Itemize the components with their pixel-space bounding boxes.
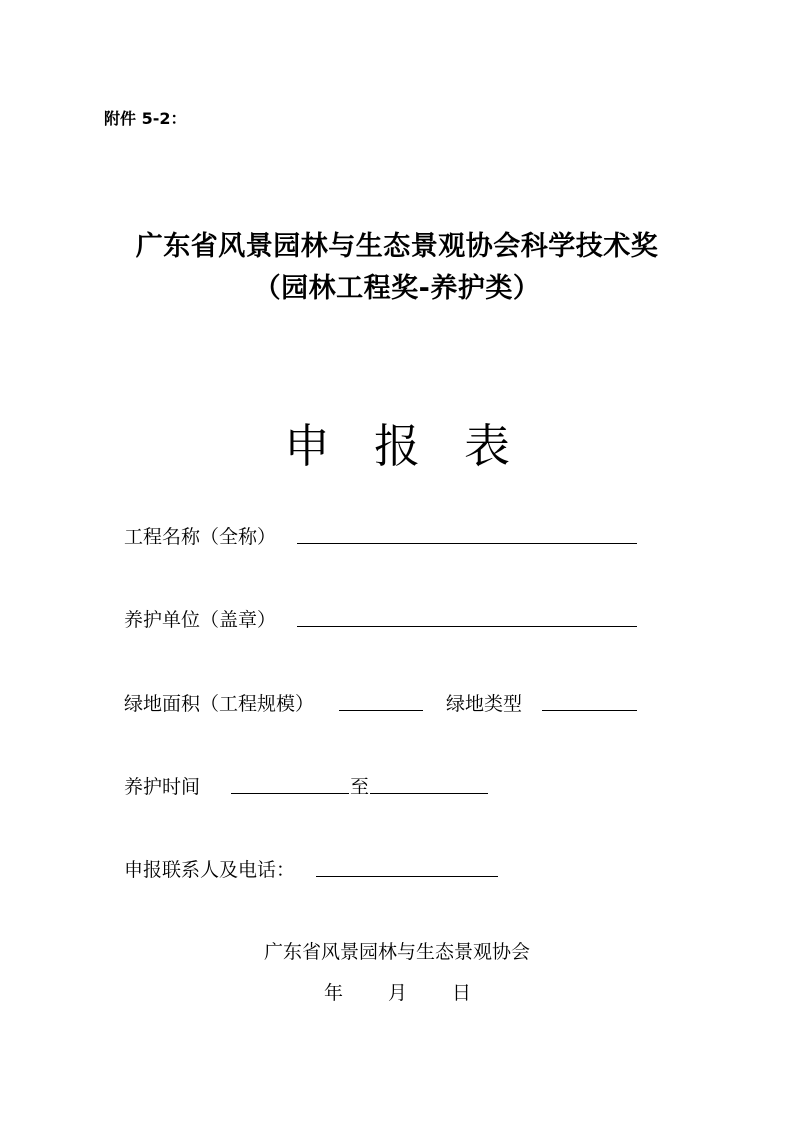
attachment-label: 附件 5-2：	[104, 109, 187, 128]
maintenance-unit-label: 养护单位（盖章）	[124, 609, 277, 631]
award-subtitle: （园林工程奖-养护类）	[253, 273, 541, 304]
organization-name: 广东省风景园林与生态景观协会	[263, 941, 530, 963]
project-name-label: 工程名称（全称）	[124, 526, 277, 548]
award-title: 广东省风景园林与生态景观协会科学技术奖	[135, 231, 659, 262]
contact-label: 申报联系人及电话：	[124, 859, 296, 881]
green-type-field[interactable]	[542, 710, 637, 711]
month-label: 月	[388, 982, 408, 1004]
to-label: 至	[350, 776, 370, 798]
maintenance-start-field[interactable]	[231, 793, 349, 794]
maintenance-unit-field[interactable]	[297, 626, 637, 627]
project-name-field[interactable]	[297, 543, 637, 544]
green-area-label: 绿地面积（工程规模）	[124, 693, 315, 715]
green-type-label: 绿地类型	[446, 693, 523, 715]
maintenance-end-field[interactable]	[370, 793, 488, 794]
form-title: 申报表	[284, 419, 554, 473]
year-label: 年	[324, 982, 344, 1004]
green-area-field[interactable]	[339, 710, 423, 711]
maintenance-time-label: 养护时间	[124, 776, 201, 798]
day-label: 日	[452, 982, 472, 1004]
contact-field[interactable]	[316, 876, 498, 877]
